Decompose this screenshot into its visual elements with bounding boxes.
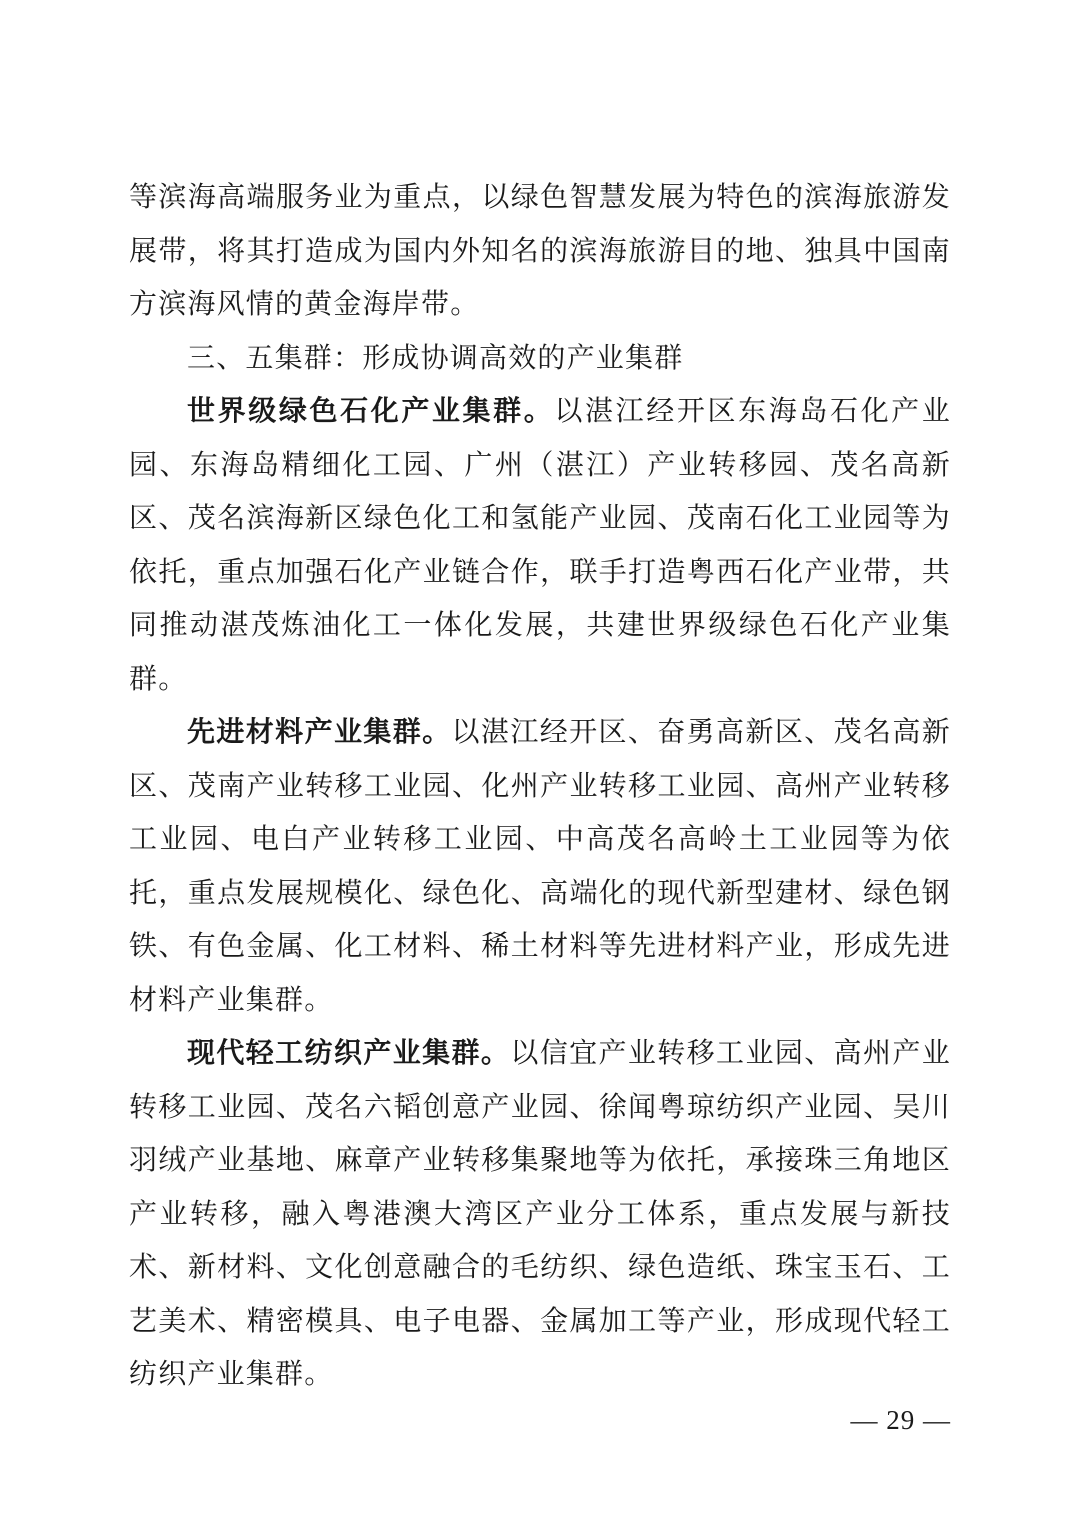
document-body bbox=[129, 170, 951, 1401]
paragraph-petrochem bbox=[129, 384, 951, 705]
paragraph-petrochem-body: 以湛江经开区东海岛石化产业园、东海岛精细化工园、广州（湛江）产业转移园、茂名高新区、茂名滨海新区绿色化工和氢能产业园、茂南石化工业园等为依托，重点加强石化产业链合作，联手打造粤西石化产业带，共同推动湛茂炼油化工一体化发展，共建世界级绿色石化产业集群。 bbox=[129, 394, 951, 695]
paragraph-textile bbox=[129, 1026, 951, 1401]
paragraph-intro: 等滨海高端服务业为重点，以绿色智慧发展为特色的滨海旅游发展带，将其打造成为国内外知名的滨海旅游目的地、独具中国南方滨海风情的黄金海岸带。 bbox=[129, 180, 951, 320]
paragraph-materials-body: 以湛江经开区、奋勇高新区、茂名高新区、茂南产业转移工业园、化州产业转移工业园、高州产业转移工业园、电白产业转移工业园、中高茂名高岭土工业园等为依托，重点发展规模化、绿色化、高端化的现代新型建材、绿色钢铁、有色金属、化工材料、稀土材料等先进材料产业，形成先进材料产业集群。 bbox=[129, 715, 951, 1016]
section-heading: 三、五集群：形成协调高效的产业集群 bbox=[187, 340, 684, 374]
paragraph-textile-title: 现代轻工纺织产业集群。 bbox=[187, 1036, 511, 1069]
paragraph-textile-body: 以信宜产业转移工业园、高州产业转移工业园、茂名六韬创意产业园、徐闻粤琼纺织产业园、吴川羽绒产业基地、麻章产业转移集聚地等为依托，承接珠三角地区产业转移，融入粤港澳大湾区产业分工体系，重点发展与新技术、新材料、文化创意融合的毛纺织、绿色造纸、珠宝玉石、工艺美术、精密模具、电子电器、金属加工等产业，形成现代轻工纺织产业集群。 bbox=[129, 1036, 951, 1390]
paragraph-materials-title: 先进材料产业集群。 bbox=[187, 715, 452, 748]
paragraph-materials bbox=[129, 705, 951, 1026]
page-number: — 29 — bbox=[850, 1405, 951, 1435]
paragraph-petrochem-title: 世界级绿色石化产业集群。 bbox=[187, 394, 555, 427]
